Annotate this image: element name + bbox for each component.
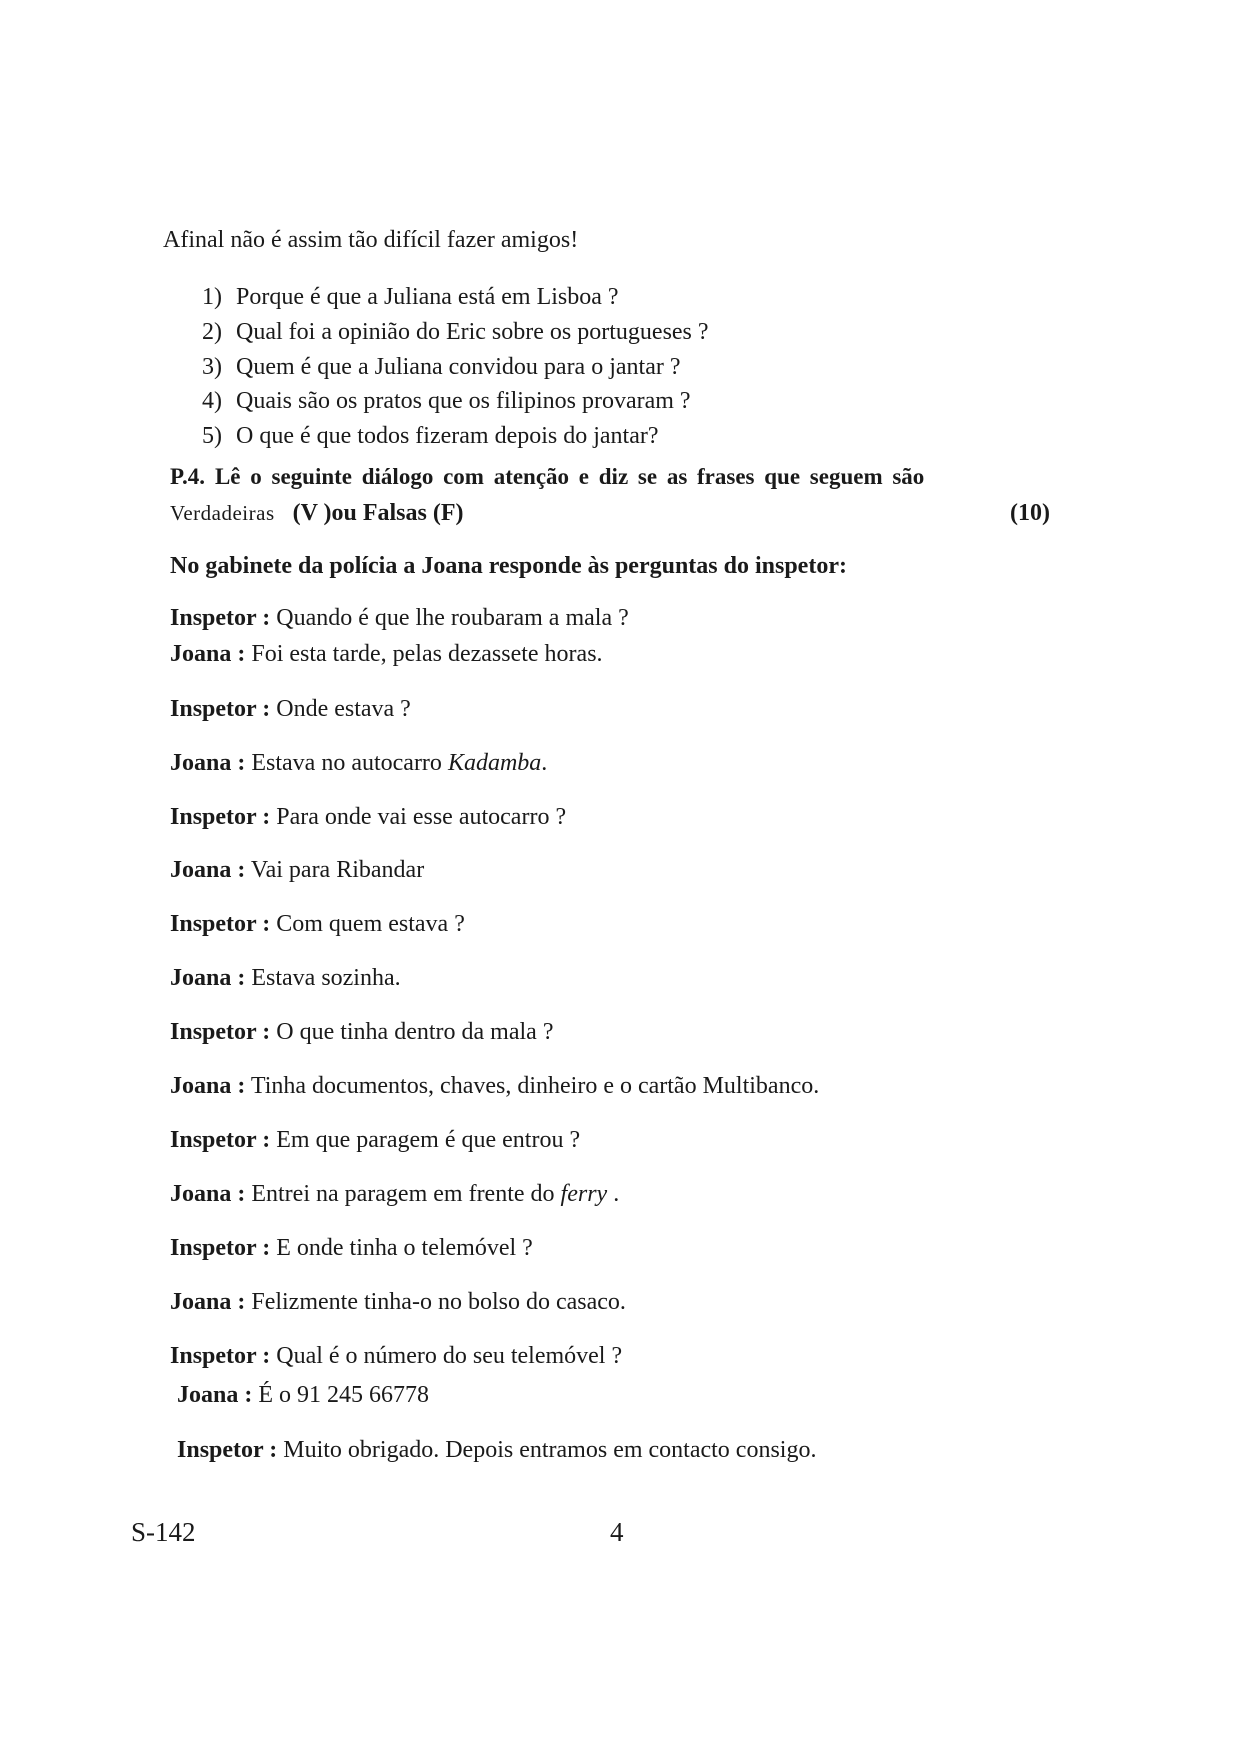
- question-3: [202, 355, 681, 379]
- question-4: [202, 389, 691, 413]
- question-text: Quem é que a Juliana convidou para o jantar ?: [236, 354, 681, 380]
- dialogue-line: [170, 1128, 580, 1152]
- instruction-line-1: Lê o seguinte diálogo com atenção e diz se as frases que seguem são: [214, 464, 925, 489]
- dialogue-line: [170, 697, 411, 721]
- speech-text: Entrei na paragem em frente do: [251, 1181, 561, 1207]
- speaker-label: Joana :: [170, 1073, 246, 1099]
- dialogue-line: [170, 1020, 553, 1044]
- speaker-label: Inspetor :: [170, 1127, 271, 1153]
- speaker-label: Inspetor :: [170, 804, 271, 830]
- dialogue-line: [170, 642, 603, 666]
- dialogue-line: [170, 1290, 626, 1314]
- speaker-label: Joana :: [170, 1181, 246, 1207]
- speaker-label: Inspetor :: [177, 1437, 278, 1463]
- speaker-label: Inspetor :: [170, 696, 271, 722]
- speech-text: Felizmente tinha-o no bolso do casaco.: [251, 1289, 626, 1315]
- dialogue-line: [177, 1383, 429, 1407]
- question-text: Quais são os pratos que os filipinos provaram ?: [236, 388, 691, 414]
- speaker-label: Inspetor :: [170, 1019, 271, 1045]
- speaker-label: Joana :: [170, 1289, 246, 1315]
- speaker-label: Joana :: [170, 857, 246, 883]
- dialogue-line: [177, 1438, 816, 1462]
- footer-code: S-142: [131, 1517, 196, 1547]
- question-number: 5): [202, 423, 222, 449]
- speech-tail: .: [541, 750, 548, 776]
- speech-emphasis: ferry: [560, 1181, 608, 1207]
- section-label: P.4.: [170, 464, 205, 489]
- dialogue-line: [170, 1344, 622, 1368]
- question-2: [202, 320, 709, 344]
- speech-text: Quando é que lhe roubaram a mala ?: [276, 605, 629, 631]
- speech-text: É o 91 245 66778: [258, 1382, 430, 1408]
- dialogue-line: [170, 751, 547, 775]
- speech-text: Para onde vai esse autocarro ?: [276, 804, 567, 830]
- instruction-true-label: Verdadeiras: [170, 501, 275, 525]
- speech-text: Com quem estava ?: [276, 911, 465, 937]
- question-text: O que é que todos fizeram depois do jantar?: [236, 423, 659, 449]
- dialogue-line: [170, 858, 424, 882]
- speaker-label: Inspetor :: [170, 911, 271, 937]
- speech-emphasis: Kadamba: [447, 750, 542, 776]
- speaker-label: Joana :: [170, 641, 246, 667]
- speech-text: O que tinha dentro da mala ?: [276, 1019, 554, 1045]
- instruction-options: (V )ou Falsas (F): [292, 500, 464, 526]
- speaker-label: Inspetor :: [170, 1235, 271, 1261]
- marks: (10): [1010, 500, 1050, 526]
- page-number: 4: [610, 1517, 624, 1547]
- speaker-label: Inspetor :: [170, 1343, 271, 1369]
- dialogue-line: [170, 1236, 533, 1260]
- speech-text: Qual é o número do seu telemóvel ?: [276, 1343, 623, 1369]
- dialogue-line: [170, 805, 566, 829]
- speech-text: Em que paragem é que entrou ?: [276, 1127, 581, 1153]
- question-5: [202, 424, 659, 448]
- speech-text: E onde tinha o telemóvel ?: [276, 1235, 533, 1261]
- intro-text: Afinal não é assim tão difícil fazer amigos!: [163, 227, 579, 253]
- question-number: 2): [202, 319, 222, 345]
- instruction-line-2: [170, 501, 1050, 525]
- question-text: Porque é que a Juliana está em Lisboa ?: [236, 284, 619, 310]
- dialogue-line: [170, 912, 465, 936]
- question-number: 4): [202, 388, 222, 414]
- dialogue-line: [170, 1182, 619, 1206]
- speech-text: Estava no autocarro: [251, 750, 448, 776]
- speaker-label: Joana :: [170, 965, 246, 991]
- speaker-label: Joana :: [170, 750, 246, 776]
- scene-heading: No gabinete da polícia a Joana responde às perguntas do inspetor:: [170, 553, 847, 579]
- speaker-label: Inspetor :: [170, 605, 271, 631]
- section-instruction: [170, 465, 1075, 488]
- question-1: [202, 285, 619, 309]
- dialogue-line: [170, 606, 629, 630]
- speech-text: Estava sozinha.: [251, 965, 401, 991]
- dialogue-line: [170, 1074, 819, 1098]
- speech-text: Muito obrigado. Depois entramos em contacto consigo.: [283, 1437, 817, 1463]
- question-number: 1): [202, 284, 222, 310]
- question-text: Qual foi a opinião do Eric sobre os portugueses ?: [236, 319, 709, 345]
- question-number: 3): [202, 354, 222, 380]
- speech-text: Foi esta tarde, pelas dezassete horas.: [251, 641, 603, 667]
- speech-text: Onde estava ?: [276, 696, 411, 722]
- speech-text: Tinha documentos, chaves, dinheiro e o cartão Multibanco.: [250, 1073, 820, 1099]
- speaker-label: Joana :: [177, 1382, 253, 1408]
- speech-text: Vai para Ribandar: [250, 857, 425, 883]
- dialogue-line: [170, 966, 401, 990]
- speech-tail: .: [607, 1181, 620, 1207]
